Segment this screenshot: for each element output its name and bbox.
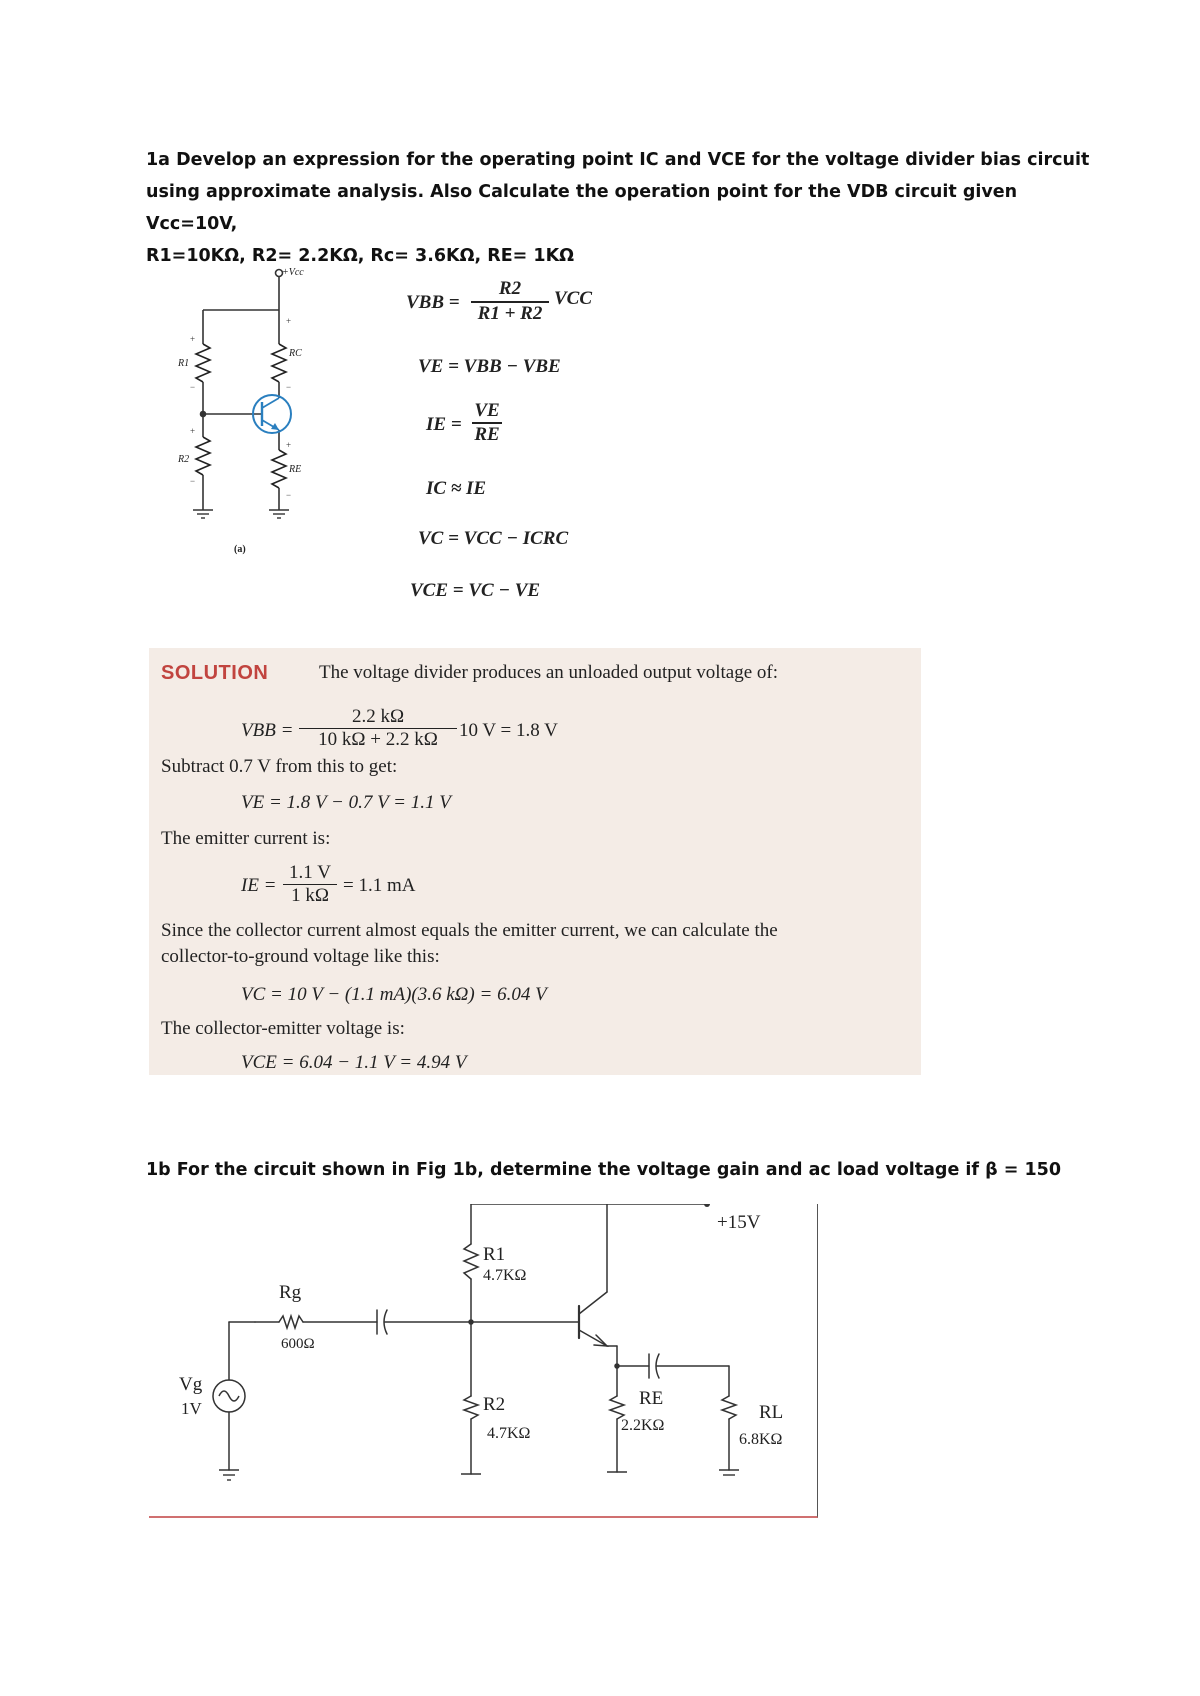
solution-heading: SOLUTION: [161, 662, 269, 684]
solution-box: SOLUTION The voltage divider produces an unloaded output voltage of: VBB = $\frac{2.2 k\Omega}{10 k\Omega + 2.2 k\Omega}$ 10 V = 1.8 V Subtract 0.7 V from this to get: VE = 1.8 V − 0.7 V = 1.1 V The emitter current is: IE = $\frac{1.1 V}{1 k\Omega}$ = 1.1 mA Since the collector current almost equals the emitter current, we can calculate the collector-to-ground voltage like this: VC = 10 V − (1.1 mA)(3.6 kΩ) = 6.04 V The collector-emitter voltage is: VCE = 6.04 − 1.1 V = 4.94 V: [149, 648, 921, 1075]
solution-vce-label: The collector-emitter voltage is:: [161, 1018, 405, 1039]
svg-text:+: +: [286, 316, 292, 326]
r2-label: R2: [483, 1394, 506, 1415]
solution-vce-equation: VCE = 6.04 − 1.1 V = 4.94 V: [241, 1052, 467, 1073]
solution-emitter-label: The emitter current is:: [161, 828, 331, 849]
svg-text:+: +: [190, 426, 196, 436]
solution-ie-numerator: 1.1 V: [289, 862, 331, 883]
re-label: RE: [289, 464, 302, 475]
r2-resistor: [464, 1396, 478, 1419]
ground-icon: [193, 510, 289, 518]
r1-resistor: [196, 344, 210, 382]
ground-icon: [219, 1470, 739, 1480]
transistor-collector: [579, 1292, 607, 1314]
solution-since-line1: Since the collector current almost equals the emitter current, we can calculate the: [161, 920, 778, 941]
formula-vc: VC = VCC − ICRC: [418, 528, 569, 549]
vdb-circuit-diagram: [160, 262, 350, 562]
rl-value: 6.8KΩ: [739, 1431, 783, 1448]
r1-value: 4.7KΩ: [483, 1267, 527, 1284]
rg-value: 600Ω: [281, 1336, 315, 1352]
supply-label: +15V: [717, 1212, 761, 1233]
re-value: 2.2KΩ: [621, 1417, 665, 1434]
svg-text:−: −: [190, 382, 196, 392]
solution-ie-denominator: 1 kΩ: [283, 884, 337, 907]
re-label: RE: [639, 1388, 664, 1409]
rc-label: RC: [289, 348, 302, 359]
solution-ve-equation: VE = 1.8 V − 0.7 V = 1.1 V: [241, 792, 451, 813]
vbb-denominator: R1 + R2: [471, 301, 549, 325]
rc-resistor: [272, 344, 286, 382]
svg-text:−: −: [286, 382, 292, 392]
svg-text:+: +: [286, 440, 292, 450]
question-1b: 1b For the circuit shown in Fig 1b, determine the voltage gain and ac load voltage if β = 150: [146, 1160, 1062, 1180]
rg-label: Rg: [279, 1282, 302, 1303]
ac-source-icon: [213, 1380, 245, 1412]
vcc-supply-label: +Vcc: [282, 267, 304, 278]
solution-intro: The voltage divider produces an unloaded output voltage of:: [319, 662, 779, 683]
svg-text:−: −: [190, 476, 196, 486]
solution-since-line2: collector-to-ground voltage like this:: [161, 946, 440, 967]
svg-text:−: −: [286, 490, 292, 500]
r1-label: R1: [483, 1244, 506, 1265]
solution-vbb-numerator: 2.2 kΩ: [351, 706, 405, 727]
rl-label: RL: [759, 1402, 784, 1423]
solution-subtract-text: Subtract 0.7 V from this to get:: [161, 756, 398, 777]
vg-value: 1V: [181, 1399, 202, 1418]
svg-text:+: +: [190, 334, 196, 344]
solution-vbb-denominator: 10 kΩ + 2.2 kΩ: [299, 728, 457, 751]
r2-label: R2: [178, 454, 190, 465]
question-1a: [146, 144, 1106, 272]
r1-resistor: [464, 1244, 478, 1279]
ie-denominator: RE: [472, 422, 502, 446]
fig-1b-circuit-diagram: [149, 1204, 817, 1516]
formula-vce: VCE = VC − VE: [410, 580, 541, 601]
formula-ic: IC ≈ IE: [426, 478, 487, 499]
ie-numerator: VE: [474, 400, 500, 421]
r2-resistor: [196, 437, 210, 475]
transistor-emitter: [579, 1330, 607, 1346]
r1-label: R1: [178, 358, 190, 369]
re-resistor: [272, 450, 286, 488]
r2-value: 4.7KΩ: [487, 1425, 531, 1442]
re-resistor: [610, 1396, 624, 1419]
vbb-numerator: R2: [498, 278, 522, 299]
solution-vc-equation: VC = 10 V − (1.1 mA)(3.6 kΩ) = 6.04 V: [241, 984, 547, 1005]
question-1a-line1: 1a Develop an expression for the operating point IC and VCE for the voltage divider bias circuit: [146, 150, 1090, 170]
vg-label: Vg: [179, 1374, 203, 1395]
rg-resistor: [279, 1316, 303, 1328]
supply-node: [704, 1204, 710, 1207]
figure-caption-a: (a): [234, 544, 246, 555]
question-1a-line3: R1=10KΩ, R2= 2.2KΩ, Rc= 3.6KΩ, RE= 1KΩ: [146, 246, 575, 266]
rl-resistor: [722, 1396, 736, 1419]
formula-ve: VE = VBB − VBE: [418, 356, 561, 377]
question-1a-line2: using approximate analysis. Also Calculate the operation point for the VDB circuit given Vcc=10V,: [146, 182, 1018, 234]
